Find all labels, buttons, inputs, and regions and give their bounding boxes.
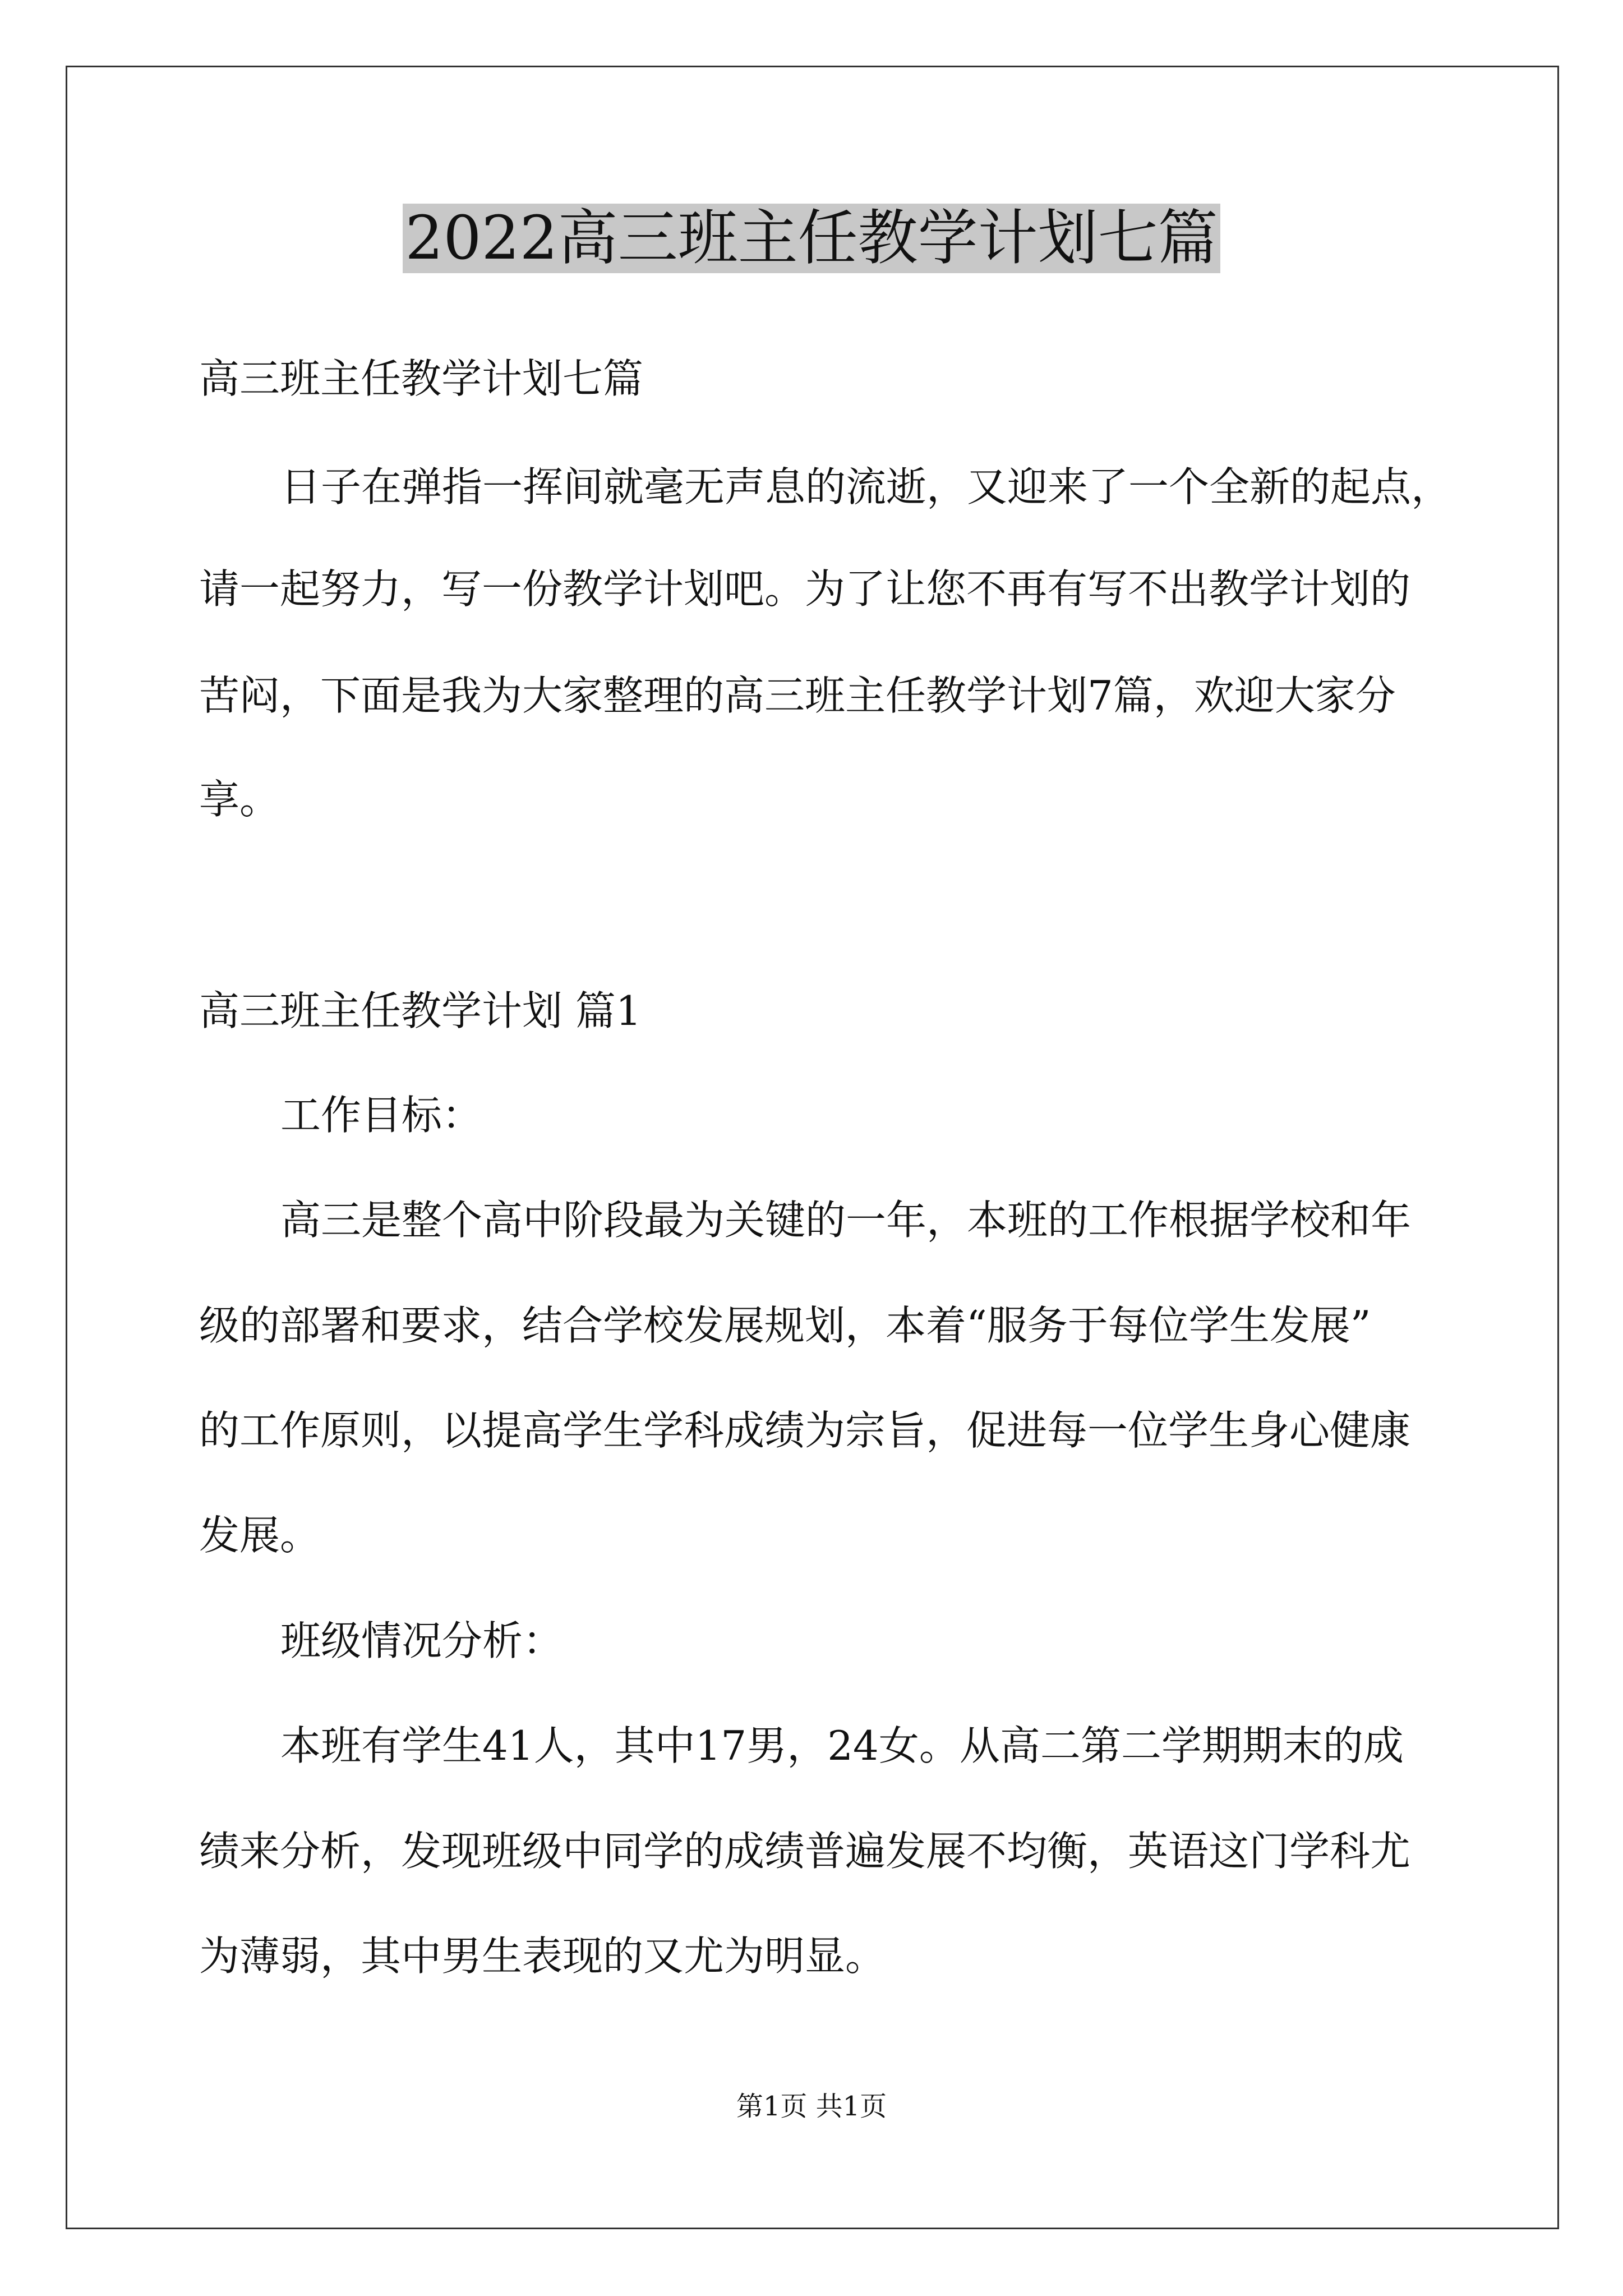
analysis-line-3: 为薄弱，其中男生表现的又尤为明显。 bbox=[199, 1932, 886, 1980]
goal-line-2: 级的部署和要求，结合学校发展规划，本着“服务于每位学生发展” bbox=[199, 1302, 1371, 1349]
goal-heading: 工作目标： bbox=[280, 1092, 483, 1139]
intro-line-2: 请一起努力，写一份教学计划吧。为了让您不再有写不出教学计划的 bbox=[199, 565, 1411, 613]
document-title: 2022高三班主任教学计划七篇 bbox=[0, 199, 1623, 278]
intro-line-1: 日子在弹指一挥间就毫无声息的流逝，又迎来了一个全新的起点， bbox=[280, 463, 1452, 510]
goal-line-3: 的工作原则，以提高学生学科成绩为宗旨，促进每一位学生身心健康 bbox=[199, 1407, 1411, 1454]
goal-line-1: 高三是整个高中阶段最为关键的一年，本班的工作根据学校和年 bbox=[280, 1197, 1412, 1244]
goal-line-4: 发展。 bbox=[199, 1512, 321, 1559]
analysis-line-1: 本班有学生41人，其中17男，24女。从高二第二学期期末的成 bbox=[280, 1722, 1404, 1769]
analysis-heading: 班级情况分析： bbox=[280, 1617, 564, 1664]
intro-line-4: 享。 bbox=[199, 776, 280, 823]
page-footer: 第1页 共1页 bbox=[736, 2091, 887, 2122]
intro-line-3: 苦闷，下面是我为大家整理的高三班主任教学计划7篇，欢迎大家分 bbox=[199, 672, 1396, 719]
analysis-line-2: 绩来分析，发现班级中同学的成绩普遍发展不均衡，英语这门学科尤 bbox=[199, 1828, 1411, 1875]
subtitle: 高三班主任教学计划七篇 bbox=[199, 355, 644, 402]
section-heading: 高三班主任教学计划 篇1 bbox=[199, 987, 642, 1034]
